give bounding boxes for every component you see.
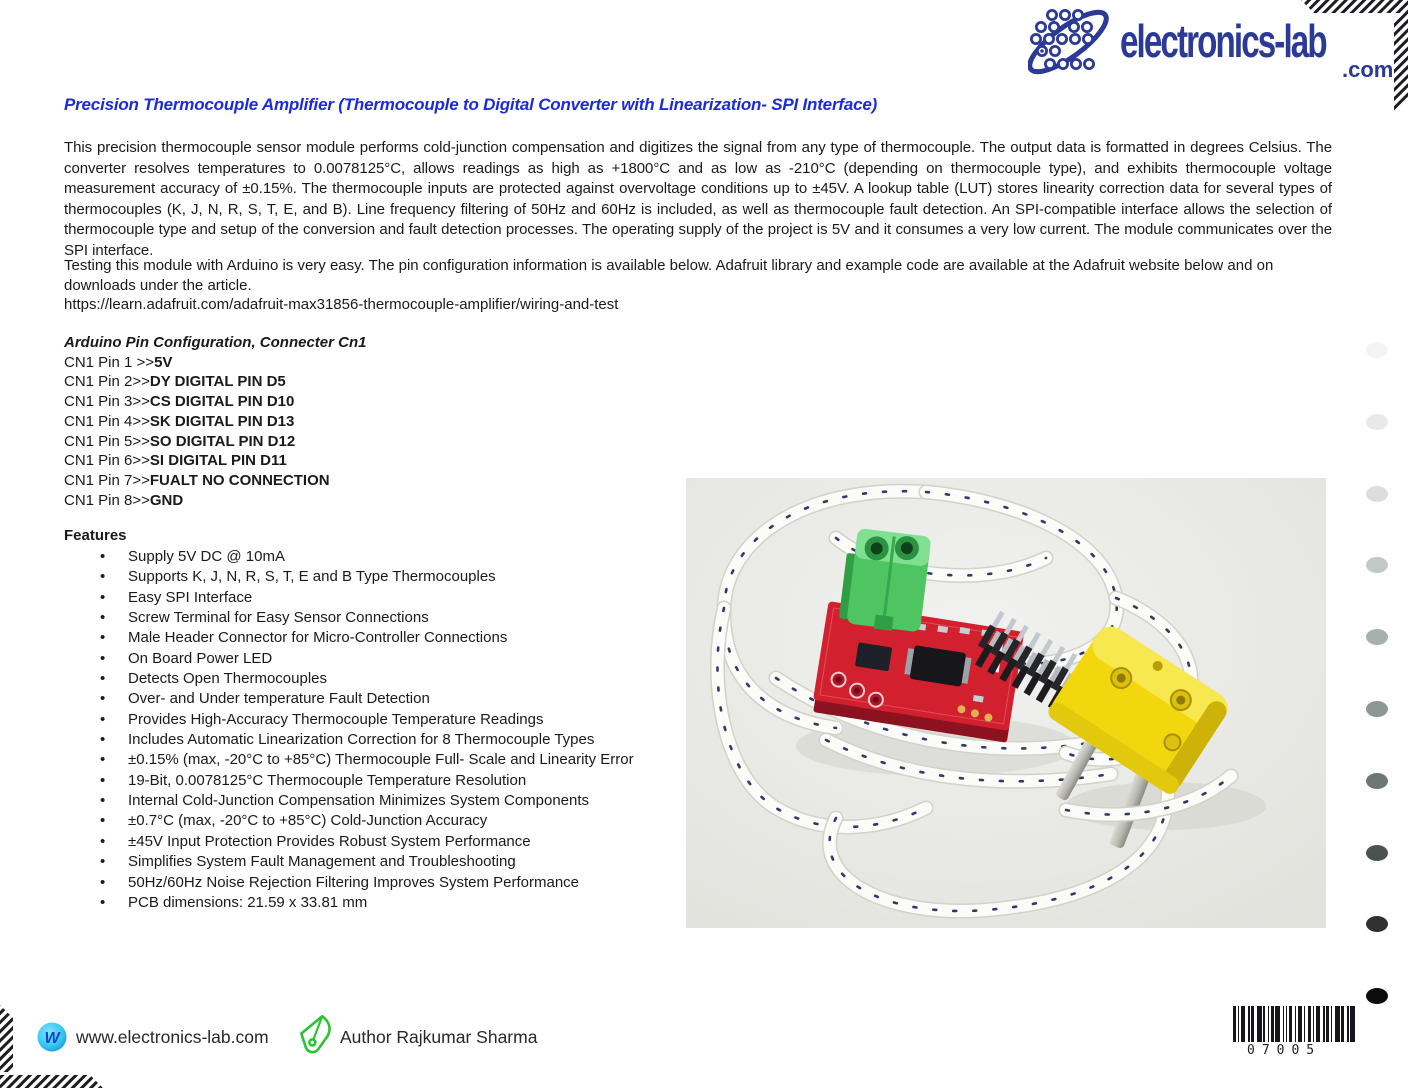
feature-item: • On Board Power LED: [64, 649, 634, 669]
edge-dot: [1366, 773, 1388, 789]
pin-row: CN1 Pin 3>>CS DIGITAL PIN D10: [64, 393, 295, 411]
feature-item: • ±0.15% (max, -20°C to +85°C) Thermocouple Full- Scale and Linearity Error: [64, 750, 634, 770]
feature-item: • 50Hz/60Hz Noise Rejection Filtering Improves System Performance: [64, 873, 634, 893]
svg-text:W: W: [44, 1030, 60, 1047]
edge-dot: [1366, 988, 1388, 1004]
edge-dot: [1366, 701, 1388, 717]
pin-section-heading: Arduino Pin Configuration, Connecter Cn1: [64, 334, 367, 351]
barcode-bars: [1233, 1006, 1356, 1042]
feature-item: • Internal Cold-Junction Compensation Minimizes System Components: [64, 791, 634, 811]
features-section: [64, 527, 634, 913]
brand-tld: .com: [1342, 57, 1394, 82]
feature-item: • PCB dimensions: 21.59 x 33.81 mm: [64, 893, 634, 913]
pin-row: CN1 Pin 5>>SO DIGITAL PIN D12: [64, 432, 296, 450]
edge-dot: [1366, 486, 1388, 502]
pin-row: CN1 Pin 7>>FUALT NO CONNECTION: [64, 471, 330, 489]
feature-item: • 19-Bit, 0.0078125°C Thermocouple Temperature Resolution: [64, 771, 634, 791]
feature-item: • Supports K, J, N, R, S, T, E and B Type Thermocouples: [64, 567, 634, 587]
footer-author: Author Rajkumar Sharma: [340, 1027, 538, 1047]
pin-row: CN1 Pin 4>>SK DIGITAL PIN D13: [64, 412, 295, 430]
barcode-digits: 07005: [1247, 1043, 1322, 1058]
feature-item: • ±0.7°C (max, -20°C to +85°C) Cold-Junction Accuracy: [64, 811, 634, 831]
feature-item: • Screw Terminal for Easy Sensor Connections: [64, 608, 634, 628]
pin-row: CN1 Pin 8>>GND: [64, 491, 184, 509]
edge-dot: [1366, 916, 1388, 932]
feature-item: • Supply 5V DC @ 10mA: [64, 547, 634, 567]
pin-configuration-section: [64, 333, 367, 510]
edge-dot: [1366, 557, 1388, 573]
brand-wordmark: electronics-lab: [1120, 15, 1326, 67]
adafruit-link[interactable]: https://learn.adafruit.com/adafruit-max31856-thermocouple-amplifier/wiring-and-test: [64, 296, 619, 313]
intro-paragraph: This precision thermocouple sensor module performs cold-junction compensation and digitizes the signal from any type of thermocouple. The output data is formatted in degrees Celsius. The converter resolves temperatures to 0.0078125°C, allows readings as high as +1800°C and as low as -210°C (depending on thermocouple type), and exhibits thermocouple voltage measurement accuracy of ±0.15%. The thermocouple inputs are protected against overvoltage conditions up to ±45V. A lookup table (LUT) stores linearity correction data for several types of thermocouples (K, J, N, R, S, T, E, and B). Line frequency filtering of 50Hz and 60Hz is included, as well as thermocouple fault detection. An SPI-compatible interface allows the selection of thermocouple type and setup of the conversion and fault detection processes. The operating supply of the project is 5V and it consumes a very low current. The module communicates over the SPI interface.: [64, 139, 1332, 259]
feature-item: • Male Header Connector for Micro-Controller Connections: [64, 628, 634, 648]
pin-row: CN1 Pin 2>>DY DIGITAL PIN D5: [64, 373, 286, 391]
feature-item: • Over- and Under temperature Fault Detection: [64, 689, 634, 709]
footer-website[interactable]: www.electronics-lab.com: [76, 1027, 269, 1047]
page-title: Precision Thermocouple Amplifier (Thermocouple to Digital Converter with Linearization- SPI Interface): [64, 95, 878, 114]
testing-paragraph: Testing this module with Arduino is very easy. The pin configuration information is available below. Adafruit library and example code are available at the Adafruit website below and on downloads under the article.: [64, 257, 1274, 294]
feature-item: • Provides High-Accuracy Thermocouple Temperature Readings: [64, 710, 634, 730]
edge-dot: [1366, 342, 1388, 358]
edge-dot: [1366, 845, 1388, 861]
author-pen-icon: [296, 1014, 336, 1056]
feature-item: • Detects Open Thermocouples: [64, 669, 634, 689]
feature-item: • Easy SPI Interface: [64, 588, 634, 608]
feature-item: • ±45V Input Protection Provides Robust System Performance: [64, 832, 634, 852]
features-list: [64, 547, 634, 913]
pin-row: CN1 Pin 1 >>5V: [64, 353, 173, 371]
brand-emblem-icon: [1028, 6, 1112, 78]
barcode: [1233, 1006, 1356, 1058]
edge-dot: [1366, 414, 1388, 430]
features-heading: Features: [64, 527, 127, 544]
website-icon: [36, 1021, 68, 1053]
edge-dot: [1366, 629, 1388, 645]
feature-item: • Simplifies System Fault Management and Troubleshooting: [64, 852, 634, 872]
product-photo: [686, 478, 1326, 928]
pin-row: CN1 Pin 6>>SI DIGITAL PIN D11: [64, 452, 287, 470]
feature-item: • Includes Automatic Linearization Correction for 8 Thermocouple Types: [64, 730, 634, 750]
